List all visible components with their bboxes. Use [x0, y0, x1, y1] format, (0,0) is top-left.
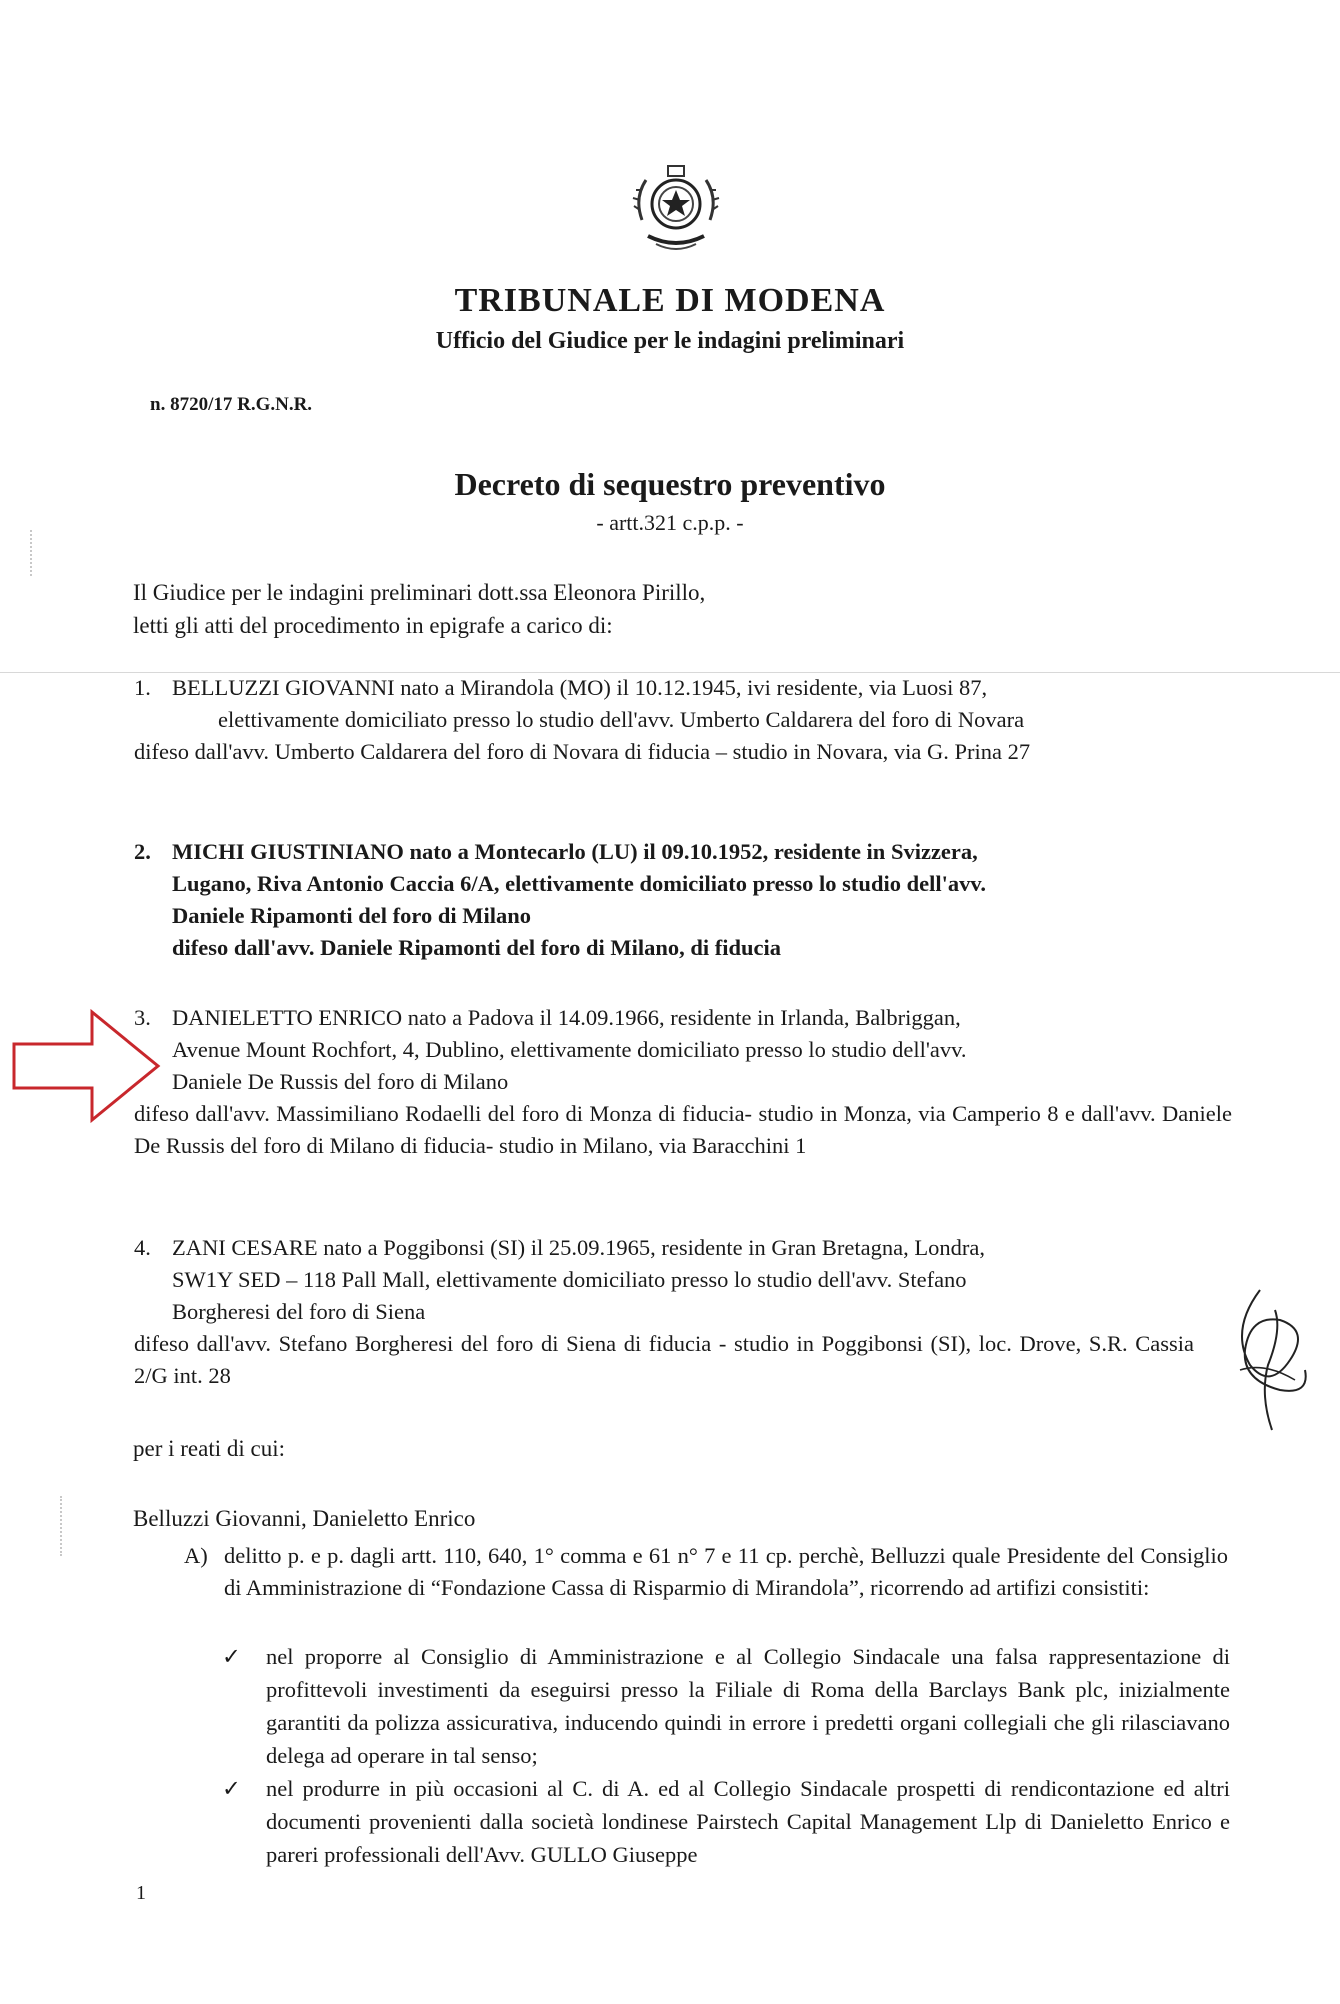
defendant-line: Daniele De Russis del foro di Milano — [172, 1069, 509, 1094]
checkmark-icon: ✓ — [222, 1776, 241, 1801]
defendant-line: DANIELETTO ENRICO nato a Padova il 14.09.1966, residente in Irlanda, Balbriggan, — [172, 1005, 961, 1030]
crimes-lead: per i reati di cui: — [133, 1436, 285, 1461]
case-number: n. 8720/17 R.G.N.R. — [150, 394, 313, 415]
scan-margin-mark — [30, 530, 42, 576]
intro-line-2: letti gli atti del procedimento in epigrafe a carico di: — [133, 613, 613, 638]
charge-label: A) — [184, 1543, 208, 1568]
defendant-2 — [134, 836, 1232, 964]
bullet-item — [222, 1640, 1230, 1772]
defendant-line: elettivamente domiciliato presso lo studio dell'avv. Umberto Caldarera del foro di Novara — [218, 707, 1025, 732]
right-arrow-icon — [10, 1008, 162, 1124]
decree-title: Decreto di sequestro preventivo — [454, 466, 886, 502]
defendant-defense: difeso dall'avv. Stefano Borgheresi del foro di Siena di fiducia - studio in Poggibonsi (SI), loc. Drove, S.R. Cassia 2/G int. 28 — [134, 1331, 1194, 1388]
defendant-number: 1. — [134, 675, 151, 700]
defendant-4 — [134, 1232, 1232, 1392]
defendant-line: SW1Y SED – 118 Pall Mall, elettivamente domiciliato presso lo studio dell'avv. Stefano — [172, 1267, 967, 1292]
defendant-line: Borgheresi del foro di Siena — [172, 1299, 426, 1324]
page-number: 1 — [136, 1882, 146, 1904]
charge-bullets — [222, 1640, 1230, 1871]
checkmark-icon: ✓ — [222, 1644, 241, 1669]
scan-margin-mark — [60, 1496, 72, 1556]
charge-text: delitto p. e p. dagli artt. 110, 640, 1° comma e 61 n° 7 e 11 cp. perchè, Belluzzi quale Presidente del Consiglio di Amministrazione di “Fondazione Cassa di Risparmio di Mirandola”, ricorrendo ad artifizi consistiti: — [224, 1543, 1228, 1600]
defendant-number: 2. — [134, 839, 151, 864]
defendant-defense: difeso dall'avv. Massimiliano Rodaelli del foro di Monza di fiducia- studio in Monza, via Camperio 8 e dall'avv. Daniele De Russis del foro di Milano di fiducia- studio in Milano, via Baracchini 1 — [134, 1101, 1232, 1158]
charged-names: Belluzzi Giovanni, Danieletto Enrico — [133, 1506, 476, 1531]
bullet-text: nel produrre in più occasioni al C. di A. ed al Collegio Sindacale prospetti di rendicontazione ed altri documenti provenienti dalla società londinese Pairstech Capital Management Llp di Danieletto Enrico e pareri professionali dell'Avv. GULLO Giuseppe — [266, 1776, 1230, 1867]
intro-line-1: Il Giudice per le indagini preliminari dott.ssa Eleonora Pirillo, — [133, 580, 706, 605]
defendant-1 — [134, 672, 1232, 768]
defendant-number: 3. — [134, 1005, 151, 1030]
defendant-line: MICHI GIUSTINIANO nato a Montecarlo (LU) il 09.10.1952, residente in Svizzera, — [172, 839, 978, 864]
court-office: Ufficio del Giudice per le indagini preliminari — [435, 328, 905, 354]
italian-republic-emblem-icon — [628, 158, 724, 258]
defendant-defense: difeso dall'avv. Daniele Ripamonti del foro di Milano, di fiducia — [172, 935, 782, 960]
defendant-line: BELLUZZI GIOVANNI nato a Mirandola (MO) il 10.12.1945, ivi residente, via Luosi 87, — [172, 675, 988, 700]
charge-a — [184, 1540, 1228, 1604]
bullet-item — [222, 1772, 1230, 1871]
defendant-defense: difeso dall'avv. Umberto Caldarera del foro di Novara di fiducia – studio in Novara, via G. Prina 27 — [134, 739, 1031, 764]
bullet-text: nel proporre al Consiglio di Amministrazione e al Collegio Sindacale una falsa rappresentazione di profittevoli investimenti da eseguirsi presso la Filiale di Roma della Barclays Bank plc, inizialmente garantiti da polizza assicurativa, inducendo quindi in errore i predetti organi collegiali che gli rilasciavano delega ad operare in tal senso; — [266, 1644, 1230, 1768]
defendant-line: Avenue Mount Rochfort, 4, Dublino, elettivamente domiciliato presso lo studio dell'avv. — [172, 1037, 967, 1062]
defendant-line: ZANI CESARE nato a Poggibonsi (SI) il 25.09.1965, residente in Gran Bretagna, Londra, — [172, 1235, 985, 1260]
defendant-line: Lugano, Riva Antonio Caccia 6/A, elettivamente domiciliato presso lo studio dell'avv. — [172, 871, 986, 896]
decree-subtitle: - artt.321 c.p.p. - — [596, 510, 744, 535]
court-title: TRIBUNALE DI MODENA — [454, 282, 886, 319]
defendant-line: Daniele Ripamonti del foro di Milano — [172, 903, 531, 928]
defendant-3 — [134, 1002, 1232, 1162]
defendant-number: 4. — [134, 1235, 151, 1260]
handwritten-signature — [1220, 1270, 1320, 1440]
intro-paragraph — [133, 576, 1233, 642]
